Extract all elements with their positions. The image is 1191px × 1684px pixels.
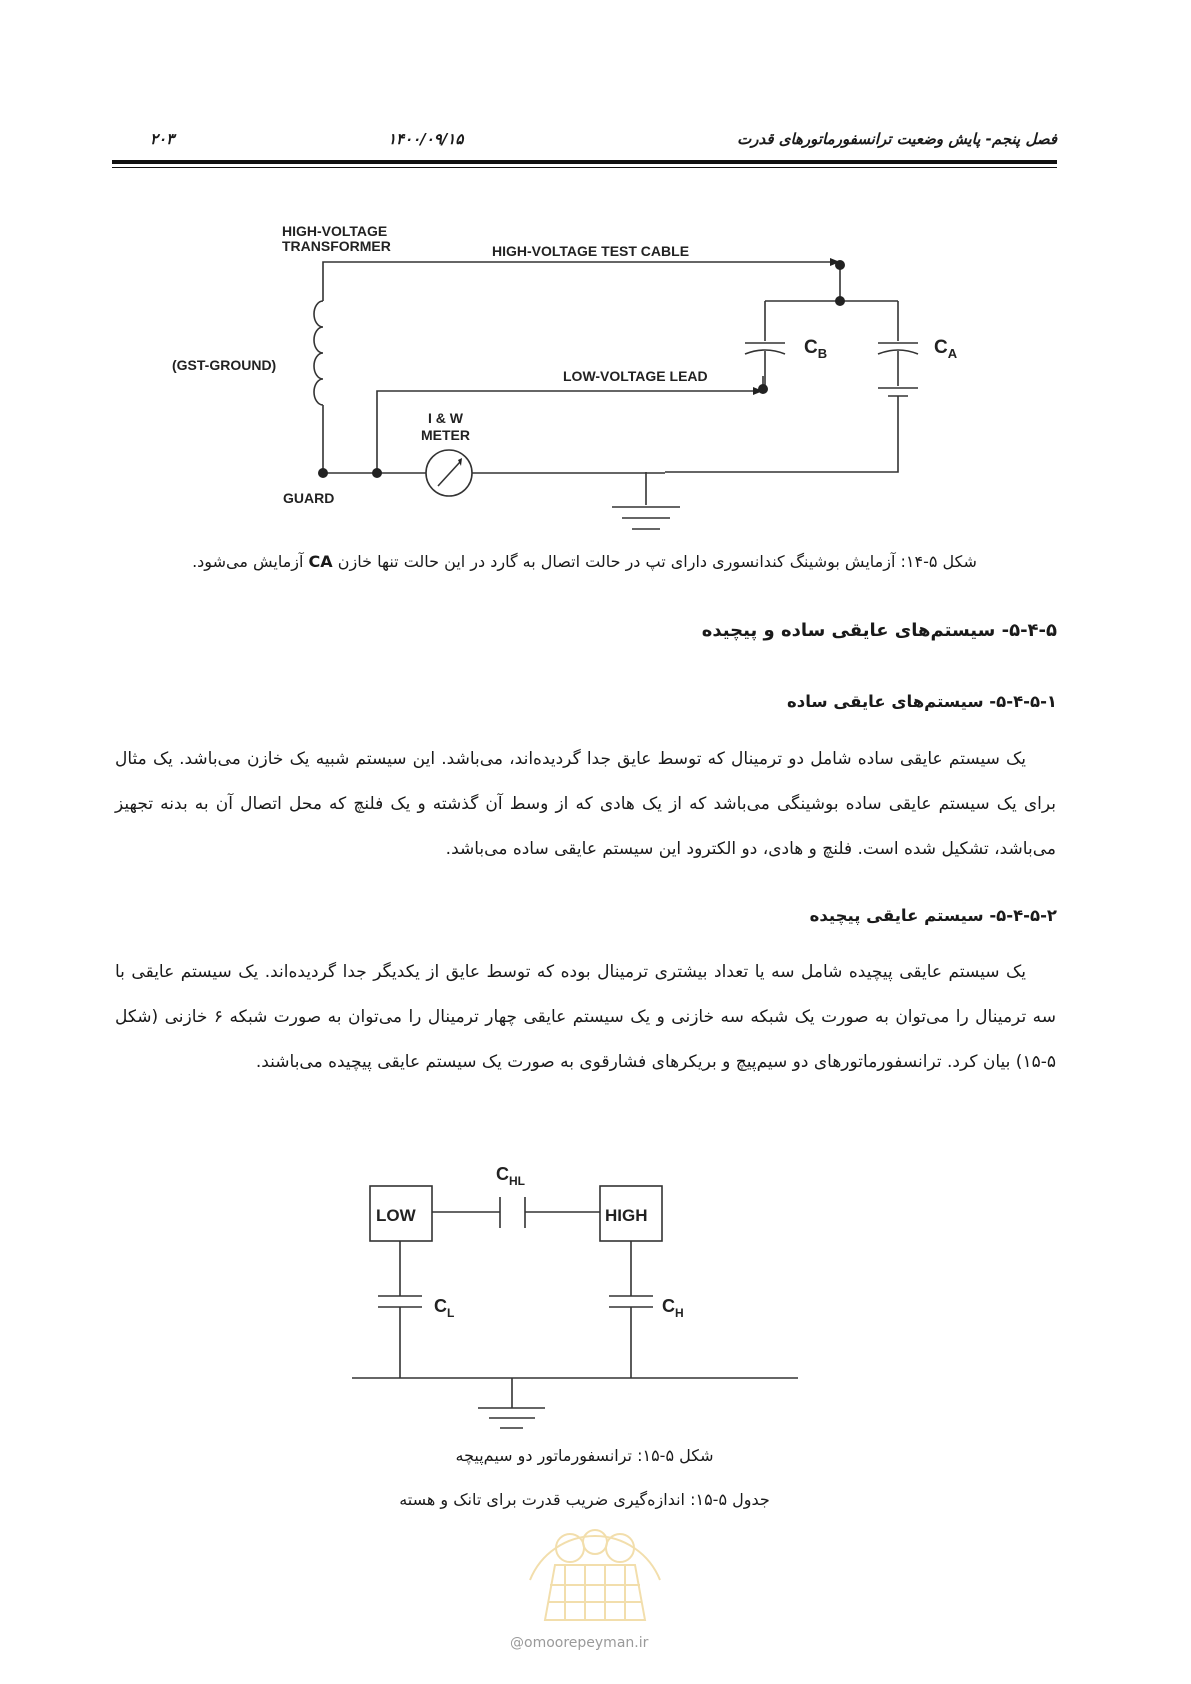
label-cl: $C_L$	[434, 1296, 455, 1320]
label-lv-lead: LOW-VOLTAGE LEAD	[563, 368, 708, 384]
label-hv-transformer-1: HIGH-VOLTAGE	[282, 223, 388, 239]
label-guard: GUARD	[283, 490, 335, 506]
table-15-caption: جدول ۵-۱۵: اندازه‌گیری ضریب قدرت برای تانک و هسته	[399, 1490, 770, 1509]
page-number: ۲۰۳	[150, 130, 175, 148]
section-simple-heading: ۵-۴-۵-۱- سیستم‌های عایقی ساده	[787, 692, 1057, 711]
paragraph-simple: یک سیستم عایقی ساده شامل دو ترمینال که توسط عایق جدا گردیده‌اند، می‌باشد. این سیستم شبیه یک خازن می‌باشد. یک مثال برای یک سیستم عایقی ساده بوشینگی می‌باشد که از یک هادی که از وسط آن گذشته و یک فلنچ که محل اتصال آن به بدنه تجهیز می‌باشد، تشکیل شده است. فلنچ و هادی، دو الکترود این سیستم عایقی ساده می‌باشد.	[115, 749, 1056, 859]
section-complex-heading: ۵-۴-۵-۲- سیستم عایقی پیچیده	[809, 906, 1057, 925]
section-main-heading: ۵-۴-۵- سیستم‌های عایقی ساده و پیچیده	[701, 620, 1057, 641]
label-ch: $C_H$	[662, 1296, 684, 1320]
label-cb: $C_B$	[804, 337, 828, 361]
caption-symbol: CA	[308, 552, 333, 571]
watermark-seal-icon	[510, 1470, 680, 1630]
watermark-url: @omoorepeyman.ir	[510, 1635, 649, 1651]
box-high-label: HIGH	[605, 1206, 648, 1225]
label-meter-1: I & W	[428, 410, 463, 426]
label-ca: $C_A$	[934, 337, 958, 361]
paragraph-complex: یک سیستم عایقی پیچیده شامل سه یا تعداد بیشتری ترمینال بوده که توسط عایق از یکدیگر جدا گردیده‌اند. یک سیستم عایقی با سه ترمینال را می‌توان به صورت یک شبکه سه خازنی و یک سیستم عایقی چهار ترمینال را می‌توان به صورت شبکه ۶ خازنی (شکل ۵-۱۵) بیان کرد. ترانسفورماتورهای دو سیم‌پیچ و بریکرهای فشارقوی به صورت یک سیستم عایقی پیچیده می‌باشند.	[115, 962, 1056, 1072]
box-low-label: LOW	[376, 1206, 416, 1225]
figure-15-caption: شکل ۵-۱۵: ترانسفورماتور دو سیم‌پیچه	[455, 1446, 714, 1465]
label-gst-ground: (GST-GROUND)	[172, 357, 277, 373]
header-date: ۱۴۰۰/۰۹/۱۵	[388, 130, 464, 148]
figure-14-caption: شکل ۵-۱۴: آزمایش بوشینگ کندانسوری دارای تپ در حالت اتصال به گارد در این حالت تنها خازن CA آزمایش می‌شود.	[192, 552, 977, 571]
label-hv-test-cable: HIGH-VOLTAGE TEST CABLE	[492, 243, 690, 259]
label-meter-2: METER	[421, 427, 470, 443]
chapter-title: فصل پنجم- پایش وضعیت ترانسفورماتورهای قدرت	[737, 130, 1057, 148]
label-hv-transformer-2: TRANSFORMER	[282, 238, 391, 254]
label-chl: $C_{HL}$	[496, 1164, 525, 1188]
